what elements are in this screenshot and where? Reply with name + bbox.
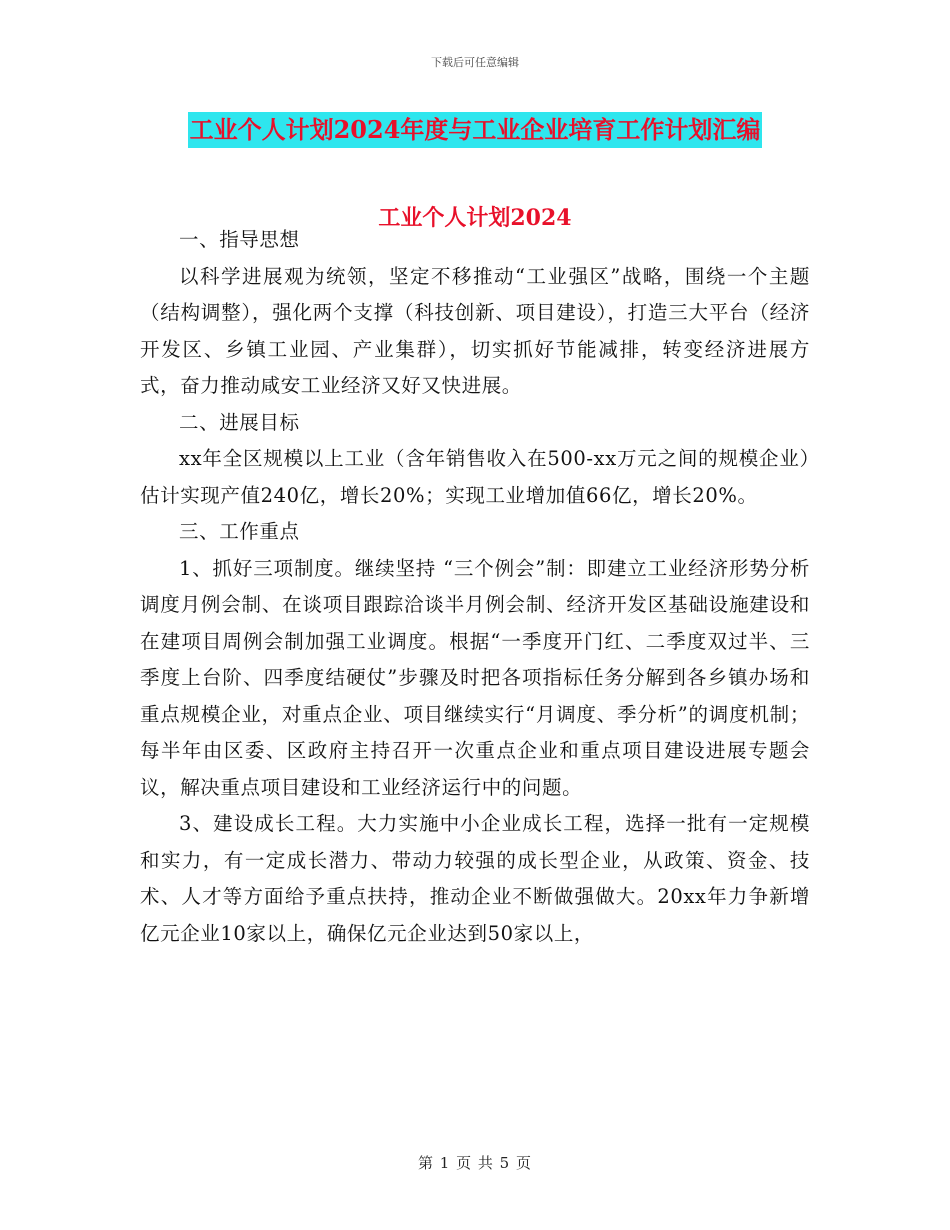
heading-development-goals: 二、进展目标 — [179, 410, 300, 434]
paragraph: 以科学进展观为统领，坚定不移推动“工业强区”战略，围绕一个主题（结构调整），强化两个支撑（科技创新、项目建设），打造三大平台（经济开发区、乡镇工业园、产业集群），切实抓好节能减排，转变经济进展方式，奋力推动咸安工业经济又好又快进展。 — [140, 264, 810, 397]
header-note: 下载后可任意编辑 — [431, 56, 519, 69]
paragraph: xx年全区规模以上工业（含年销售收入在500-xx万元之间的规模企业）估计实现产值240亿，增长20%；实现工业增加值66亿，增长20%。 — [140, 447, 810, 507]
document-body — [140, 222, 810, 952]
section-title: 工业个人计划2024 — [378, 205, 572, 231]
heading-guiding-ideology: 一、指导思想 — [179, 228, 300, 251]
paragraph: 3、建设成长工程。大力实施中小企业成长工程，选择一批有一定规模和实力，有一定成长潜力、带动力较强的成长型企业，从政策、资金、技术、人才等方面给予重点扶持，推动企业不断做强做大。20xx年力争新增亿元企业10家以上，确保亿元企业达到50家以上， — [140, 812, 810, 945]
document-title: 工业个人计划2024年度与工业企业培育工作计划汇编 — [188, 112, 763, 148]
title-block — [0, 112, 950, 148]
page-footer: 第 1 页 共 5 页 — [418, 1154, 532, 1172]
paragraph: 1、抓好三项制度。继续坚持 “三个例会”制：即建立工业经济形势分析调度月例会制、在谈项目跟踪洽谈半月例会制、经济开发区基础设施建设和在建项目周例会制加强工业调度。根据“一季度开门红、二季度双过半、三季度上台阶、四季度结硬仗”步骤及时把各项指标任务分解到各乡镇办场和重点规模企业，对重点企业、项目继续实行“月调度、季分析”的调度机制；每半年由区委、区政府主持召开一次重点企业和重点项目建设进展专题会议，解决重点项目建设和工业经济运行中的问题。 — [140, 556, 810, 799]
heading-work-focus: 三、工作重点 — [179, 520, 300, 543]
